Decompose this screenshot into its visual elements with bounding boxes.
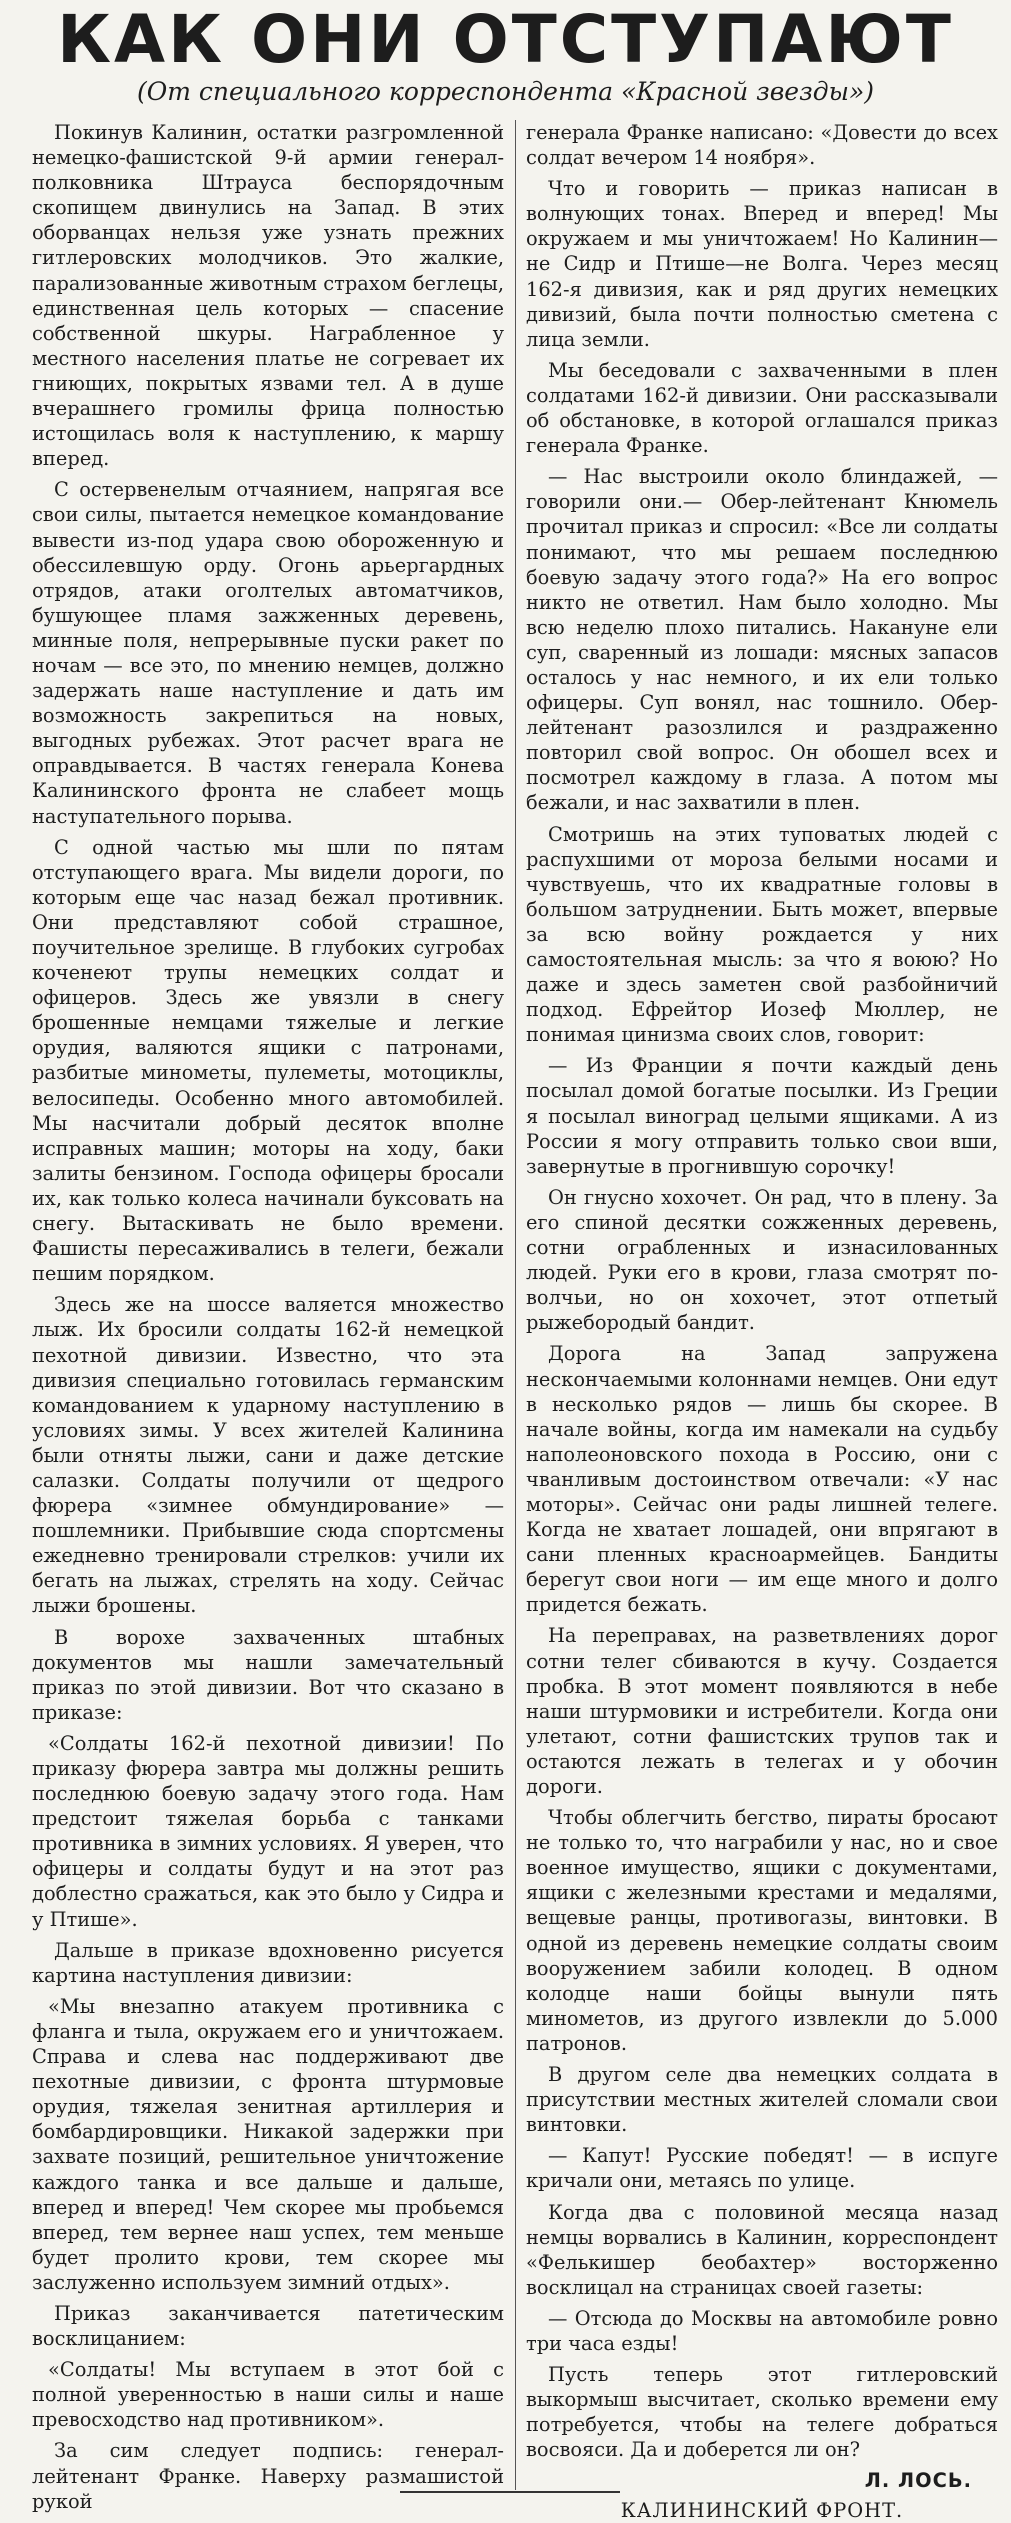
paragraph: Пусть теперь этот гитлеровский выкормыш высчитает, сколько времени ему потребуется, чтобы на телеге добраться восвояси. Да и доберется ли он?: [526, 2363, 998, 2462]
dateline: КАЛИНИНСКИЙ ФРОНТ.: [620, 2498, 904, 2522]
paragraph: На переправах, на разветвлениях дорог сотни телег сбиваются в кучу. Создается пробка. В этот момент появляются в небе наши штурмовики и истребители. Когда они улетают, сотни фашистских трупов так и остаются лежать в телегах и у обочин дороги.: [526, 1624, 998, 1798]
paragraph: В другом селе два немецких солдата в присутствии местных жителей сломали свои винтовки.: [526, 2063, 998, 2137]
paragraph: Мы беседовали с захваченными в плен солдатами 162-й дивизии. Они рассказывали об обстановке, в которой оглашался приказ генерала Франке.: [526, 358, 998, 458]
bottom-divider: [400, 2491, 620, 2493]
paragraph: — Из Франции я почти каждый день посылал домой богатые посылки. Из Греции я посылал виноград целыми ящиками. А из России я могу отправить только свои вши, завернутые в прогнившую сорочку!: [526, 1054, 998, 1178]
paragraph: — Капут! Русские победят! — в испуге кричали они, метаясь по улице.: [526, 2144, 998, 2193]
author-signature: Л. ЛОСЬ.: [864, 2469, 972, 2493]
paragraph: Смотришь на этих туповатых людей с распухшими от мороза белыми носами и чувствуешь, что их квадратные головы в большом затруднении. Быть может, впервые за всю войну рождается у них самостоятельная мысль: за что я воюю? Но даже и здесь заметен свой разбойничий подход. Ефрейтор Иозеф Мюллер, не понимая цинизма своих слов, говорит:: [526, 822, 998, 1047]
paragraph: Когда два с половиной месяца назад немцы ворвались в Калинин, корреспондент «Фелькишер беобахтер» восторженно восклицал на страницах своей газеты:: [526, 2200, 998, 2299]
paragraph: Покинув Калинин, остатки разгромленной немецко-фашистской 9-й армии генерал-полковника Штрауса беспорядочным скопищем двинулись на Запад. В этих оборванцах нельзя уже узнать прежних гитлеровских молодчиков. Это жалкие, парализованные животным страхом беглецы, единственная цель которых — спасение собственной шкуры. Награбленное у местного населения платье не согревает их гниющих, покрытых язвами тел. А в душе вчерашнего громилы фрица полностью истощилась воля к наступлению, к маршу вперед.: [32, 121, 504, 471]
article-body: [10, 120, 1001, 2522]
order-quote: «Солдаты! Мы вступаем в этот бой с полной уверенностью в наши силы и наше превосходство над противником».: [32, 2358, 504, 2432]
paragraph: генерала Франке написано: «Довести до всех солдат вечером 14 ноября».: [526, 121, 998, 170]
paragraph: Он гнусно хохочет. Он рад, что в плену. За его спиной десятки сожженных деревень, сотни ограбленных и изнасилованных людей. Руки его в крови, глаза смотрят по-волчьи, но он хохочет, этот отпетый рыжебородый бандит.: [526, 1185, 998, 1335]
headline: КАК ОНИ ОТСТУПАЮТ: [57, 1, 954, 78]
right-column: [526, 120, 999, 2522]
paragraph: За сим следует подпись: генерал-лейтенант Франке. Наверху размашистой рукой: [32, 2439, 504, 2513]
order-quote: «Солдаты 162-й пехотной дивизии! По приказу фюрера завтра мы должны решить последнюю боевую задачу этого года. Нам предстоит тяжелая борьба с танками противника в зимних условиях. Я уверен, что офицеры и солдаты будут и на этот раз доблестно сражаться, как это было у Сидра и у Птише».: [32, 1731, 504, 1931]
paragraph: С остервенелым отчаянием, напрягая все свои силы, пытается немецкое командование вывести из-под удара свою обороженную и обессилевшую орду. Огонь арьергардных отрядов, атаки оголтелых автоматчиков, бушующее пламя зажженных деревень, минные поля, непрерывные пуски ракет по ночам — все это, по мнению немцев, должно задержать наше наступление и дать им возможность закрепиться на новых, выгодных рубежах. Этот расчет врага не оправдывается. В частях генерала Конева Калининского фронта не слабеет мощь наступательного порыва.: [32, 478, 504, 828]
paragraph: С одной частью мы шли по пятам отступающего врага. Мы видели дороги, по которым еще час назад бежал противник. Они представляют собой страшное, поучительное зрелище. В глубоких сугробах коченеют трупы немецких солдат и офицеров. Здесь же увязли в снегу брошенные немцами тяжелые и легкие орудия, валяются ящики с патронами, разбитые минометы, пулеметы, мотоциклы, велосипеды. Особенно много автомобилей. Мы насчитали добрый десяток вполне исправных машин; моторы на ходу, баки залиты бензином. Господа офицеры бросали их, как только колеса начинали буксовать на снегу. Вытаскивать не было времени. Фашисты пересаживались в телеги, бежали пешим порядком.: [32, 835, 504, 1286]
paragraph: Дальше в приказе вдохновенно рисуется картина наступления дивизии:: [32, 1938, 504, 1987]
paragraph: — Нас выстроили около блиндажей, — говорили они.— Обер-лейтенант Кнюмель прочитал приказ и спросил: «Все ли солдаты понимают, что мы решаем последнюю боевую задачу этого года?» На его вопрос никто не ответил. Нам было холодно. Мы всю неделю плохо питались. Накануне ели суп, сваренный из лошади: мясных запасов осталось у нас немного, и их ели только офицеры. Суп вонял, нас тошнило. Обер-лейтенант разозлился и раздраженно повторил свой вопрос. Он обошел всех и посмотрел каждому в глаза. А потом мы бежали, и нас захватили в плен.: [526, 465, 998, 815]
byline: (От специального корреспондента «Красной звезды»): [137, 77, 874, 106]
order-quote: «Мы внезапно атакуем противника с фланга и тыла, окружаем его и уничтожаем. Справа и слева нас поддерживают две пехотные дивизии, с фронта штурмовые орудия, тяжелая зенитная артиллерия и бомбардировщики. Никакой задержки при захвате позиций, решительное уничтожение каждого танка и все дальше и дальше, вперед и вперед! Чем скорее мы пробьемся вперед, тем вернее наш успех, тем меньше будет пролито крови, тем скорее мы заслуженно используем зимний отдых».: [32, 1994, 504, 2294]
paragraph: — Отсюда до Москвы на автомобиле ровно три часа езды!: [526, 2306, 998, 2355]
column-divider: [515, 120, 516, 2490]
paragraph: Приказ заканчивается патетическим восклицанием:: [32, 2301, 504, 2351]
paragraph: В ворохе захваченных штабных документов мы нашли замечательный приказ по этой дивизии. Вот что сказано в приказе:: [32, 1625, 504, 1724]
paragraph: Что и говорить — приказ написан в волнующих тонах. Вперед и вперед! Мы окружаем и мы уничтожаем! Но Калинин—не Сидр и Птише—не Волга. Через месяц 162-я дивизия, как и ряд других немецких дивизий, была почти полностью сметена с лица земли.: [526, 177, 998, 351]
left-column: [32, 120, 504, 2513]
paragraph: Дорога на Запад запружена нескончаемыми колоннами немцев. Они едут в несколько рядов — лишь бы скорее. В начале войны, когда им намекали на судьбу наполеоновского похода в Россию, они с чванливым достоинством отвечали: «У нас моторы». Сейчас они рады лишней телеге. Когда не хватает лошадей, они впрягают в сани пленных красноармейцев. Бандиты берегут свои ноги — им еще много и долго придется бежать.: [526, 1342, 999, 1617]
paragraph: Здесь же на шоссе валяется множество лыж. Их бросили солдаты 162-й немецкой пехотной дивизии. Известно, что эта дивизия специально готовилась германским командованием к ударному наступлению в условиях зимы. У всех жителей Калинина были отняты лыжи, сани и даже детские салазки. Солдаты получили от щедрого фюрера «зимнее обмундирование» — пошлемники. Прибывшие сюда спортсмены ежедневно тренировали стрелков: учили их бегать на лыжах, стрелять на ходу. Сейчас лыжи брошены.: [32, 1293, 504, 1618]
paragraph: Чтобы облегчить бегство, пираты бросают не только то, что награбили у нас, но и свое военное имущество, ящики с документами, ящики с железными крестами и медалями, вещевые ранцы, противогазы, винтовки. В одной из деревень немецкие солдаты своим вооружением забили колодец. В одном колодце наши бойцы вынули пять минометов, из другого извлекли до 5.000 патронов.: [526, 1806, 998, 2055]
